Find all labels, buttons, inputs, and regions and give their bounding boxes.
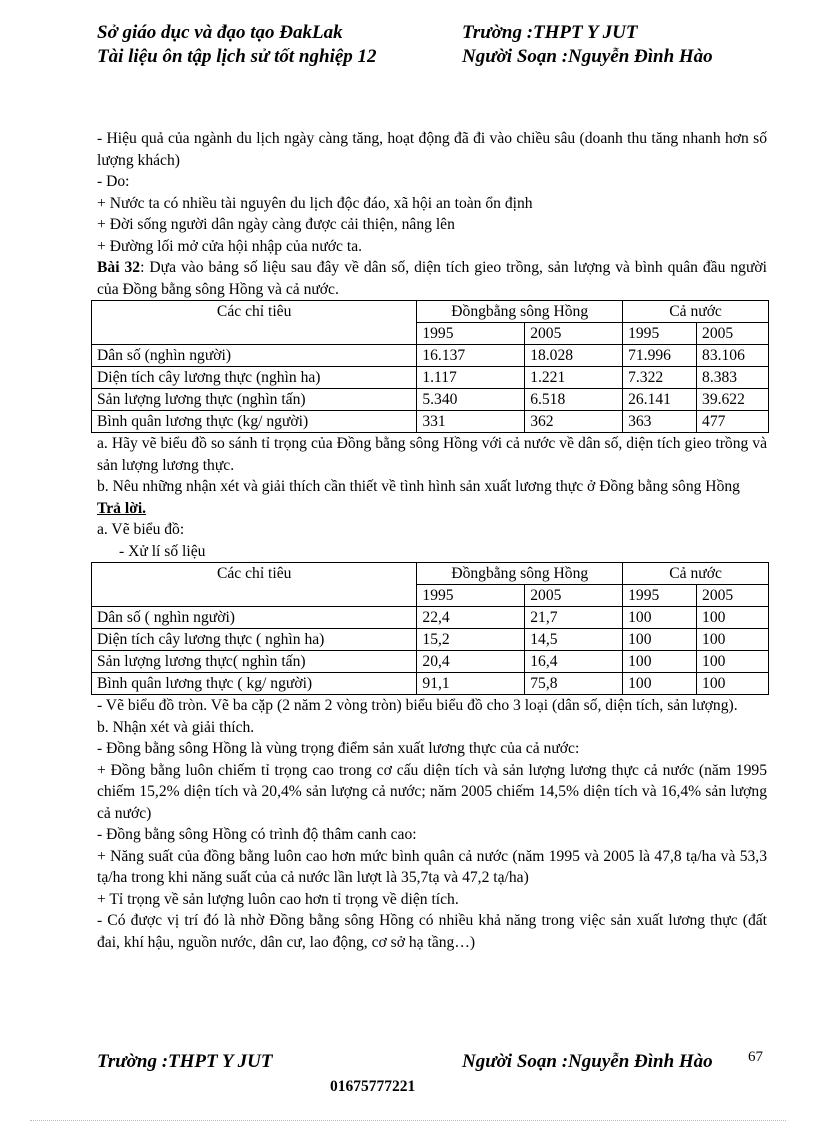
paragraph: + Đồng bằng luôn chiếm tỉ trọng cao trong cơ cấu diện tích và sản lượng lương thực cả nước (năm 1995 chiếm 15,2% diện tích và 20,4% sản lượng cả nước; năm 2005 chiếm 14,5% diện tích và 16,4% sản lượng cả nước) — [97, 761, 767, 822]
paragraph: + Năng suất của đồng bằng luôn cao hơn mức bình quân cả nước (năm 1995 và 2005 là 47,8 tạ/ha và 53,3 tạ/ha trong khi năng suất của cả nước lần lượt là 35,7tạ và 47,2 tạ/ha) — [97, 847, 767, 886]
footer-school: Trường :THPT Y JUT — [97, 1051, 273, 1072]
answer-heading: Trả lời. — [97, 499, 147, 517]
exercise-statement — [97, 257, 767, 300]
footer-author: Người Soạn :Nguyễn Đình Hào — [462, 1051, 713, 1072]
table-year: 2005 — [525, 585, 623, 607]
table-header-country: Cả nước — [623, 301, 769, 323]
paragraph: - Đồng bằng sông Hồng có trình độ thâm canh cao: — [97, 826, 417, 843]
table-row: Sản lượng lương thực( nghìn tấn) 20,4 16,4 100 100 — [92, 651, 769, 673]
header-school: Trường :THPT Y JUT — [462, 22, 638, 43]
answer-part-a: a. Vẽ biểu đồ: — [97, 521, 185, 538]
document-body — [97, 128, 767, 953]
data-table-percent — [91, 562, 769, 695]
paragraph: - Đồng bằng sông Hồng là vùng trọng điểm sản xuất lương thực của cả nước: — [97, 740, 580, 757]
table-year: 1995 — [623, 323, 697, 345]
table-header-region: Đồngbằng sông Hồng — [417, 563, 623, 585]
table-row: Diện tích cây lương thực (nghìn ha) 1.117 1.221 7.322 8.383 — [92, 367, 769, 389]
paragraph: - Vẽ biểu đồ tròn. Vẽ ba cặp (2 năm 2 vòng tròn) biểu biểu đồ cho 3 loại (dân số, diện tích, sản lượng). — [97, 697, 738, 714]
table-row: Dân số (nghìn người) 16.137 18.028 71.996 83.106 — [92, 345, 769, 367]
table-row: Bình quân lương thực ( kg/ người) 91,1 75,8 100 100 — [92, 673, 769, 695]
data-table-raw — [91, 300, 769, 433]
table-year: 2005 — [525, 323, 623, 345]
paragraph: + Tỉ trọng về sản lượng luôn cao hơn tỉ trọng về diện tích. — [97, 890, 459, 908]
paragraph: + Đời sống người dân ngày càng được cải thiện, nâng lên — [97, 216, 455, 233]
page-bottom-divider — [30, 1120, 786, 1121]
paragraph: - Hiệu quả của ngành du lịch ngày càng tăng, hoạt động đã đi vào chiều sâu (doanh thu tăng nhanh hơn số lượng khách) — [97, 130, 767, 169]
table-row: Dân số ( nghìn người) 22,4 21,7 100 100 — [92, 607, 769, 629]
header-school-dept: Sở giáo dục và đạo tạo ĐakLak — [97, 22, 343, 43]
exercise-label: Bài 32 — [97, 259, 141, 276]
exercise-text: : Dựa vào bảng số liệu sau đây về dân số, diện tích gieo trồng, sản lượng và bình quân đầu người của Đồng bằng sông Hồng và cả nước. — [97, 259, 767, 298]
table-header-country: Cả nước — [623, 563, 769, 585]
table-year: 1995 — [417, 585, 525, 607]
process-data-label: - Xử lí số liệu — [119, 542, 206, 560]
table-header-criteria: Các chỉ tiêu — [92, 563, 417, 607]
table-year: 1995 — [417, 323, 525, 345]
table-year: 2005 — [697, 585, 769, 607]
table-row: Diện tích cây lương thực ( nghìn ha) 15,2 14,5 100 100 — [92, 629, 769, 651]
paragraph: b. Nhận xét và giải thích. — [97, 718, 255, 736]
paragraph: - Do: — [97, 173, 130, 190]
header-author: Người Soạn :Nguyễn Đình Hào — [462, 46, 713, 67]
table-year: 2005 — [697, 323, 769, 345]
paragraph: + Đường lối mở cửa hội nhập của nước ta. — [97, 237, 363, 255]
table-header-region: Đồngbằng sông Hồng — [417, 301, 623, 323]
header-doc-title: Tài liệu ôn tập lịch sử tốt nghiệp 12 — [97, 46, 377, 67]
paragraph: + Nước ta có nhiều tài nguyên du lịch độc đáo, xã hội an toàn ổn định — [97, 194, 533, 212]
footer-phone: 01675777221 — [330, 1078, 416, 1095]
page-number: 67 — [748, 1049, 763, 1065]
table-year: 1995 — [623, 585, 697, 607]
paragraph: - Có được vị trí đó là nhờ Đồng bằng sông Hồng có nhiều khả năng trong việc sản xuất lương thực (đất đai, khí hậu, nguồn nước, dân cư, lao động, cơ sở hạ tầng…) — [97, 912, 767, 951]
question-a: a. Hãy vẽ biểu đồ so sánh tỉ trọng của Đồng bằng sông Hồng với cả nước về dân số, diện tích gieo trồng và sản lượng lương thực. — [97, 435, 767, 474]
question-b: b. Nêu những nhận xét và giải thích cần thiết về tình hình sản xuất lương thực ở Đồng bằng sông Hồng — [97, 478, 740, 495]
table-header-criteria: Các chỉ tiêu — [92, 301, 417, 345]
table-row: Bình quân lương thực (kg/ người) 331 362 363 477 — [92, 411, 769, 433]
table-row: Sản lượng lương thực (nghìn tấn) 5.340 6.518 26.141 39.622 — [92, 389, 769, 411]
